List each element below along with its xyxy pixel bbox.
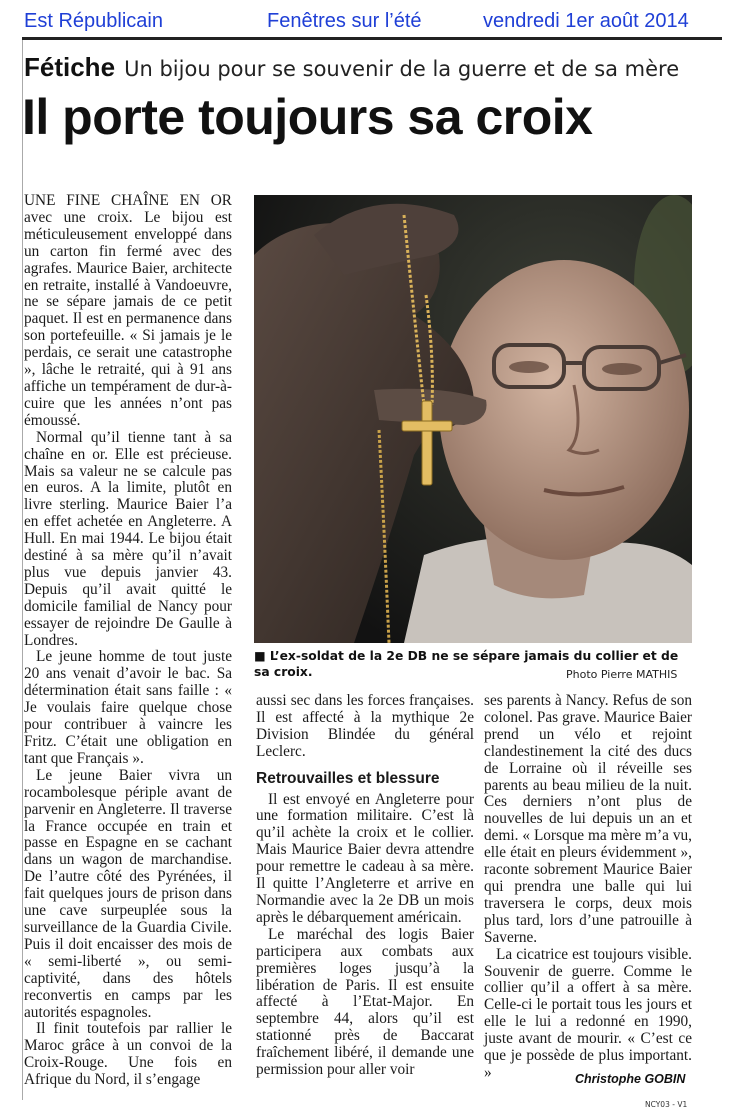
kicker bbox=[24, 52, 679, 83]
paragraph: Le maréchal des logis Baier participera aux combats aux premières loges jusqu’à la libération de Paris. Il est ensuite affecté à l’Etat-Major. En septembre 44, alors qu’il est stationné près de Baccarat fraîchement libéré, il demande une permission pour aller voir bbox=[256, 925, 474, 1079]
article-column-3 bbox=[484, 693, 692, 1082]
subheading: Retrouvailles et blessure bbox=[256, 769, 440, 787]
paragraph: Il finit toutefois par rallier le Maroc grâce à un convoi de la Croix-Rouge. Une fois en Afrique du Nord, il s’engage bbox=[24, 1020, 232, 1089]
newspaper-name: Est Républicain bbox=[24, 10, 163, 32]
paragraph: Normal qu’il tienne tant à sa chaîne en or. Elle est précieuse. Mais sa valeur ne se calcule pas en euros. A la limite, plutôt en livre sterling. Maurice Baier l’a en effet achetée en Angleterre. A Hull. En mai 1944. Le bijou était destiné à sa mère qu’il n’avait plus vue depuis janvier 43. Depuis qu’il avait quitté le domicile familial de Nancy pour essayer de rejoindre De Gaulle à Londres. bbox=[24, 428, 232, 649]
author-signature: Christophe GOBIN bbox=[575, 1072, 686, 1086]
header-divider bbox=[22, 37, 722, 40]
headline: Il porte toujours sa croix bbox=[22, 89, 593, 145]
paragraph: ses parents à Nancy. Refus de son colonel. Pas grave. Maurice Baier prend un vélo et rejoint clandestinement la cité des ducs de Lorraine où il réveille ses parents au beau milieu de la nuit. Ces derniers n’ont plus de nouvelles de lui depuis un an et demi. « Lorsque ma mère m’a vu, elle était en pleurs évidemment », raconte sobrement Maurice Baier qui prendra une balle qui lui traversera le corps, deux mois plus tard, lors d’une patrouille à Saverne. bbox=[484, 692, 692, 946]
paragraph: aussi sec dans les forces françaises. Il est affecté à la mythique 2e Division Blindée du général Leclerc. bbox=[256, 692, 474, 760]
section-name: Fenêtres sur l’été bbox=[267, 10, 422, 32]
paragraph: La cicatrice est toujours visible. Souvenir de guerre. Comme le collier qu’il a offert à sa mère. Celle-ci le portait tous les jours et elle le lui a redonné en 1990, juste avant de mourir. « C’est ce que je possède de plus important. » bbox=[484, 945, 692, 1081]
photo-credit: Photo Pierre MATHIS bbox=[566, 668, 678, 681]
article-column-2 bbox=[256, 693, 474, 1079]
issue-date: vendredi 1er août 2014 bbox=[483, 10, 689, 32]
paragraph: UNE FINE CHAÎNE EN OR avec une croix. Le bijou est méticuleusement enveloppé dans un carton fin fermé avec des agrafes. Maurice Baier, architecte en retraite, installé à Vandoeuvre, ne se sépare jamais de ce petit paquet. Il est en permanence dans son portefeuille. « Si jamais je le perdais, ce serait une catastrophe », lâche le retraité, qui à 91 ans affiche un tempérament de dur-à-cuire que les années n’ont pas émoussé. bbox=[24, 192, 232, 429]
column-rule bbox=[22, 40, 23, 1100]
eye-right bbox=[602, 363, 642, 375]
article-column-1 bbox=[24, 193, 232, 1089]
page-folio: NCY03 - V1 bbox=[645, 1100, 688, 1109]
eye-left bbox=[509, 361, 549, 373]
photo-illustration bbox=[254, 195, 692, 643]
paragraph: Le jeune homme de tout juste 20 ans venait d’avoir le bac. Sa détermination était sans faille : « Je voulais faire quelque chose pour contribuer à vaincre les Fritz. C’était une obligation en tant que Français ». bbox=[24, 648, 232, 767]
article-photo bbox=[254, 195, 692, 643]
photo-caption: ■ L’ex-soldat de la 2e DB ne se sépare jamais du collier et de sa croix. bbox=[254, 649, 679, 679]
kicker-subtitle: Un bijou pour se souvenir de la guerre et de sa mère bbox=[124, 57, 680, 81]
paragraph: Le jeune Baier vivra un rocambolesque périple avant de parvenir en Angleterre. Il traverse la France occupée en train et passe en Espagne en se cachant dans un wagon de marchandise. De l’autre côté des Pyrénées, il fait quelques jours de prison dans une cave surpeuplée sous la surveillance de la Guardia Civile. Puis il doit encaisser des mois de « semi-liberté », ou semi-captivité, dans des hôtels reconvertis en camps par les autorités espagnoles. bbox=[24, 766, 232, 1021]
page-header bbox=[22, 6, 722, 34]
paragraph: Il est envoyé en Angleterre pour une formation militaire. C’est là qu’il achète la croix et le collier. Mais Maurice Baier devra attendre pour remettre le cadeau à sa mère. Il quitte l’Angleterre et arrive en Normandie avec la 2e DB un mois après le débarquement américain. bbox=[256, 790, 474, 926]
kicker-label: Fétiche bbox=[24, 52, 116, 82]
